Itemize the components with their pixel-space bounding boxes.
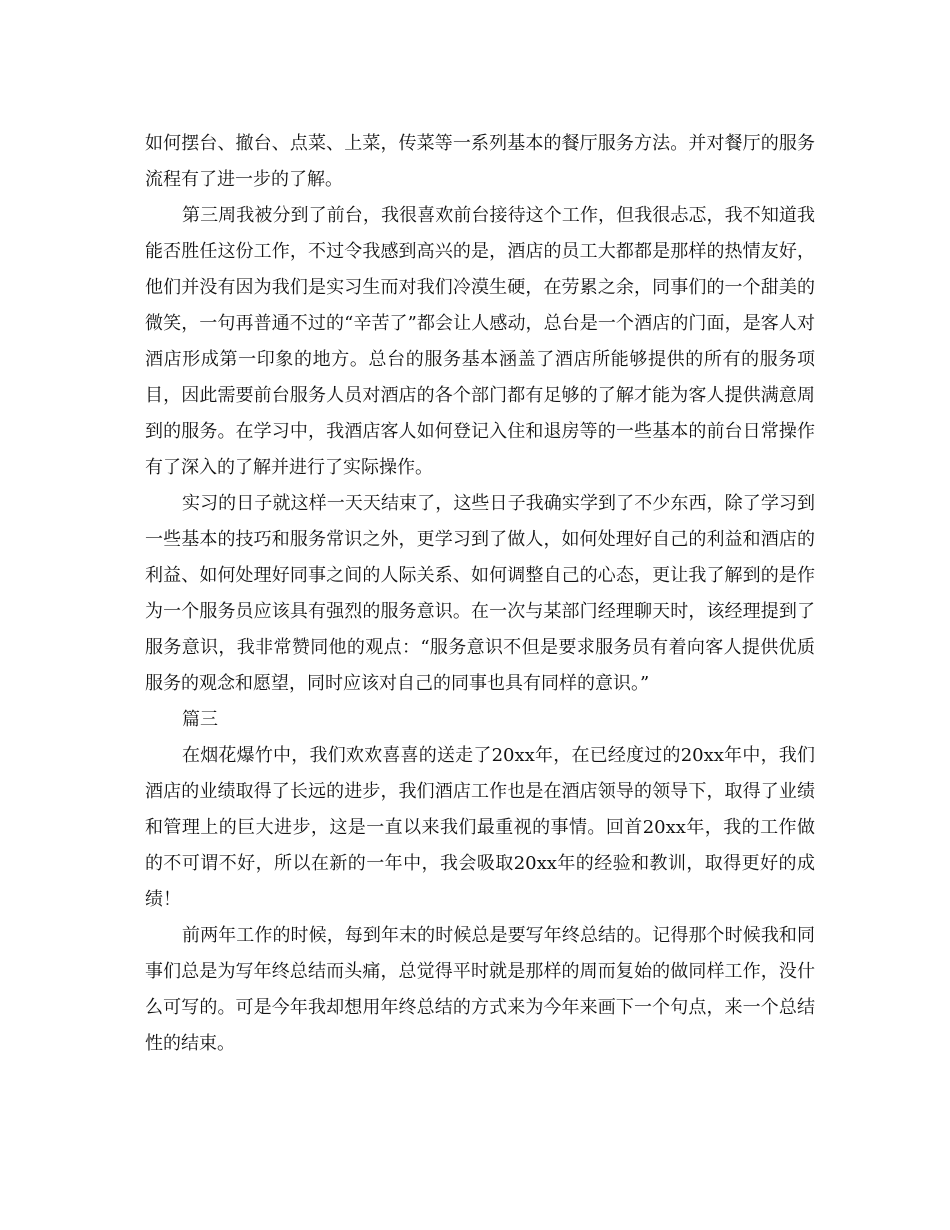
document-body — [145, 126, 815, 1062]
paragraph-year-review: 在烟花爆竹中，我们欢欢喜喜的送走了20xx年，在已经度过的20xx年中，我们酒店的业绩取得了长远的进步，我们酒店工作也是在酒店领导的领导下，取得了业绩和管理上的巨大进步，这是一直以来我们最重视的事情。回首20xx年，我的工作做的不可谓不好，所以在新的一年中，我会吸取20xx年的经验和教训，取得更好的成绩！ — [145, 745, 815, 910]
paragraph-internship-summary: 实习的日子就这样一天天结束了，这些日子我确实学到了不少东西，除了学习到一些基本的技巧和服务常识之外，更学习到了做人，如何处理好自己的利益和酒店的利益、如何处理好同事之间的人际关系、如何调整自己的心态，更让我了解到的是作为一个服务员应该具有强烈的服务意识。在一次与某部门经理聊天时，该经理提到了服务意识，我非常赞同他的观点：“服务意识不但是要求服务员有着向客人提供优质服务的观念和愿望，同时应该对自己的同事也具有同样的意识。” — [145, 493, 815, 694]
section-heading: 篇三 — [182, 709, 218, 730]
paragraph-continuation: 如何摆台、撤台、点菜、上菜，传菜等一系列基本的餐厅服务方法。并对餐厅的服务流程有了进一步的了解。 — [145, 133, 815, 190]
paragraph-year-end-summary: 前两年工作的时候，每到年末的时候总是要写年终总结的。记得那个时候我和同事们总是为写年终总结而头痛，总觉得平时就是那样的周而复始的做同样工作，没什么可写的。可是今年我却想用年终总结的方式来为今年来画下一个句点，来一个总结性的结束。 — [145, 925, 815, 1054]
paragraph-front-desk: 第三周我被分到了前台，我很喜欢前台接待这个工作，但我很忐忑，我不知道我能否胜任这份工作，不过令我感到高兴的是，酒店的员工大都都是那样的热情友好，他们并没有因为我们是实习生而对我们冷漠生硬，在劳累之余，同事们的一个甜美的微笑，一句再普通不过的“辛苦了”都会让人感动，总台是一个酒店的门面，是客人对酒店形成第一印象的地方。总台的服务基本涵盖了酒店所能够提供的所有的服务项目，因此需要前台服务人员对酒店的各个部门都有足够的了解才能为客人提供满意周到的服务。在学习中，我酒店客人如何登记入住和退房等的一些基本的前台日常操作有了深入的了解并进行了实际操作。 — [145, 205, 815, 478]
